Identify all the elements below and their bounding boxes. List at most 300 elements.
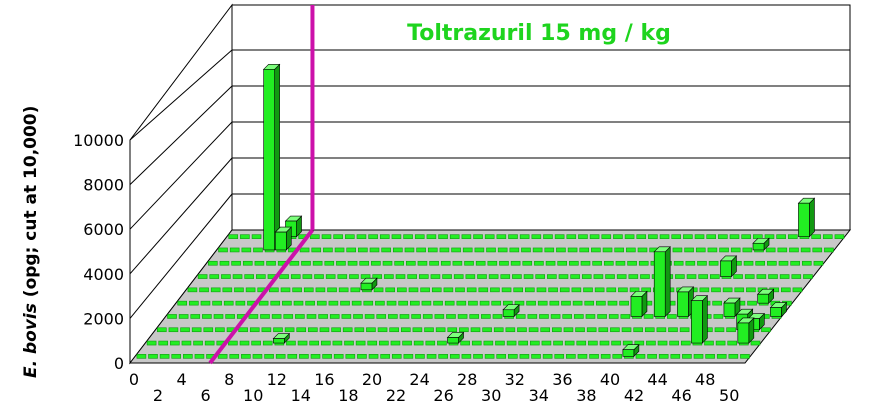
zero-marker (313, 261, 322, 265)
zero-marker (578, 354, 587, 358)
zero-marker (670, 341, 679, 345)
zero-marker (814, 261, 823, 265)
zero-marker (408, 275, 417, 279)
zero-marker (439, 354, 448, 358)
zero-marker (435, 314, 444, 318)
zero-marker (781, 288, 790, 292)
data-bar (720, 256, 736, 277)
zero-marker (426, 341, 435, 345)
zero-marker (527, 301, 536, 305)
zero-marker (245, 275, 254, 279)
zero-marker (835, 235, 844, 239)
zero-marker (342, 314, 351, 318)
zero-marker (501, 275, 510, 279)
y-tick-label: 10000 (73, 131, 124, 150)
zero-marker (298, 341, 307, 345)
zero-marker (304, 288, 313, 292)
zero-marker (668, 328, 677, 332)
zero-marker (170, 341, 179, 345)
zero-marker (250, 328, 259, 332)
zero-marker (543, 354, 552, 358)
zero-marker (660, 235, 669, 239)
zero-marker (383, 261, 392, 265)
zero-marker (536, 275, 545, 279)
zero-marker (427, 354, 436, 358)
zero-marker (696, 248, 705, 252)
zero-marker (700, 288, 709, 292)
zero-marker (591, 248, 600, 252)
zero-marker (638, 248, 647, 252)
zero-marker (609, 314, 618, 318)
zero-marker (374, 288, 383, 292)
zero-marker (541, 328, 550, 332)
zero-marker (789, 248, 798, 252)
zero-marker (265, 354, 274, 358)
zero-marker (590, 354, 599, 358)
zero-marker (395, 261, 404, 265)
zero-marker (547, 275, 556, 279)
y-axis-label-unit: (opg; cut at 10,000) (21, 105, 41, 304)
x-tick-label: 28 (457, 370, 478, 389)
zero-marker (617, 275, 626, 279)
zero-marker (423, 314, 432, 318)
y-tick-label: 8000 (83, 175, 124, 195)
zero-marker (488, 261, 497, 265)
zero-marker (379, 341, 388, 345)
zero-marker (584, 288, 593, 292)
zero-marker (419, 275, 428, 279)
zero-marker (549, 288, 558, 292)
y-axis-label (21, 106, 41, 378)
zero-marker (626, 248, 635, 252)
zero-marker (461, 341, 470, 345)
zero-marker (321, 341, 330, 345)
zero-marker (484, 341, 493, 345)
zero-marker (332, 328, 341, 332)
zero-marker (326, 275, 335, 279)
zero-marker (558, 261, 567, 265)
zero-marker (618, 288, 627, 292)
zero-marker (734, 275, 743, 279)
x-tick-label: 32 (504, 370, 525, 389)
zero-marker (210, 275, 219, 279)
zero-marker (182, 341, 191, 345)
zero-marker (468, 301, 477, 305)
zero-marker (311, 354, 320, 358)
zero-marker (401, 328, 410, 332)
zero-marker (149, 354, 158, 358)
zero-marker (658, 341, 667, 345)
zero-marker (358, 248, 367, 252)
zero-marker (463, 248, 472, 252)
zero-marker (735, 288, 744, 292)
data-bar (691, 296, 707, 343)
x-tick-label: 22 (385, 386, 407, 405)
zero-marker (218, 354, 227, 358)
x-tick-label: 16 (314, 370, 335, 389)
zero-marker (791, 261, 800, 265)
zero-marker (606, 275, 615, 279)
zero-marker (147, 341, 156, 345)
zero-marker (596, 301, 605, 305)
x-tick-label: 38 (576, 386, 597, 405)
zero-marker (375, 301, 384, 305)
zero-marker (189, 301, 198, 305)
zero-marker (179, 314, 188, 318)
zero-marker (510, 248, 519, 252)
zero-marker (230, 248, 239, 252)
zero-marker (481, 314, 490, 318)
zero-marker (532, 235, 541, 239)
zero-marker (392, 235, 401, 239)
zero-marker (680, 328, 689, 332)
zero-marker (240, 341, 249, 345)
zero-marker (390, 328, 399, 332)
zero-marker (748, 301, 757, 305)
data-bar (798, 198, 814, 236)
zero-marker (695, 235, 704, 239)
zero-marker (322, 235, 331, 239)
zero-marker (580, 248, 589, 252)
zero-marker (567, 235, 576, 239)
zero-marker (743, 248, 752, 252)
zero-marker (769, 275, 778, 279)
zero-marker (520, 354, 529, 358)
zero-marker (437, 341, 446, 345)
zero-marker (727, 328, 736, 332)
zero-marker (538, 301, 547, 305)
zero-marker (370, 248, 379, 252)
x-tick-label: 36 (552, 370, 573, 389)
zero-marker (751, 341, 760, 345)
zero-marker (323, 354, 332, 358)
zero-marker (585, 301, 594, 305)
zero-marker (516, 314, 525, 318)
zero-marker (697, 261, 706, 265)
zero-marker (602, 235, 611, 239)
zero-marker (506, 328, 515, 332)
zero-marker (657, 328, 666, 332)
zero-marker (239, 328, 248, 332)
zero-marker (778, 248, 787, 252)
zero-marker (432, 288, 441, 292)
x-tick-label: 44 (647, 370, 668, 389)
zero-marker (533, 248, 542, 252)
zero-marker (613, 354, 622, 358)
zero-marker (341, 301, 350, 305)
zero-marker (215, 328, 224, 332)
zero-marker (720, 248, 729, 252)
zero-marker (282, 301, 291, 305)
zero-marker (714, 314, 723, 318)
zero-marker (667, 314, 676, 318)
zero-marker (577, 341, 586, 345)
zero-marker (687, 275, 696, 279)
zero-marker (601, 354, 610, 358)
zero-marker (219, 248, 228, 252)
zero-marker (301, 261, 310, 265)
x-tick-label: 30 (481, 386, 502, 405)
zero-marker (168, 314, 177, 318)
x-tick-label: 24 (409, 370, 430, 389)
zero-marker (730, 235, 739, 239)
y-axis-label-species: E. bovis (21, 303, 41, 378)
zero-marker (744, 261, 753, 265)
zero-marker (234, 288, 243, 292)
zero-marker (412, 314, 421, 318)
zero-marker (241, 354, 250, 358)
zero-marker (622, 328, 631, 332)
zero-marker (160, 354, 169, 358)
data-bar (275, 227, 291, 250)
zero-marker (604, 261, 613, 265)
data-bar (264, 64, 280, 250)
zero-marker (489, 275, 498, 279)
zero-marker (788, 235, 797, 239)
zero-marker (405, 248, 414, 252)
zero-marker (387, 301, 396, 305)
zero-marker (779, 261, 788, 265)
x-tick-label: 4 (176, 370, 187, 389)
x-tick-label: 6 (200, 386, 211, 405)
x-tick-label: 46 (671, 386, 692, 405)
zero-marker (616, 261, 625, 265)
chart-title: Toltrazuril 15 mg / kg (407, 21, 671, 46)
zero-marker (452, 248, 461, 252)
zero-marker (291, 275, 300, 279)
zero-marker (708, 248, 717, 252)
zero-marker (471, 328, 480, 332)
data-bar (677, 287, 693, 317)
zero-marker (462, 235, 471, 239)
zero-marker (508, 354, 517, 358)
zero-marker (228, 341, 237, 345)
zero-marker (465, 261, 474, 265)
zero-marker (290, 261, 299, 265)
y-tick-label: 0 (113, 354, 124, 373)
zero-marker (682, 354, 691, 358)
zero-marker (159, 341, 168, 345)
zero-marker (823, 235, 832, 239)
x-tick-label: 34 (528, 386, 549, 405)
zero-marker (365, 314, 374, 318)
zero-marker (519, 341, 528, 345)
zero-marker (436, 328, 445, 332)
zero-marker (223, 288, 232, 292)
zero-marker (428, 248, 437, 252)
zero-marker (453, 261, 462, 265)
zero-marker (421, 288, 430, 292)
zero-marker (297, 328, 306, 332)
zero-marker (512, 275, 521, 279)
zero-marker (178, 301, 187, 305)
zero-marker (233, 275, 242, 279)
zero-marker (294, 301, 303, 305)
zero-marker (267, 261, 276, 265)
zero-marker (336, 261, 345, 265)
zero-marker (566, 354, 575, 358)
zero-marker (353, 314, 362, 318)
zero-marker (400, 314, 409, 318)
zero-marker (422, 301, 431, 305)
zero-marker (497, 235, 506, 239)
zero-marker (824, 248, 833, 252)
zero-marker (281, 288, 290, 292)
zero-marker (561, 301, 570, 305)
zero-marker (467, 288, 476, 292)
zero-marker (462, 354, 471, 358)
zero-marker (319, 314, 328, 318)
zero-marker (192, 328, 201, 332)
zero-marker (323, 248, 332, 252)
zero-marker (608, 301, 617, 305)
zero-marker (226, 314, 235, 318)
zero-marker (470, 314, 479, 318)
zero-marker (493, 314, 502, 318)
zero-marker (434, 301, 443, 305)
zero-marker (813, 248, 822, 252)
zero-marker (545, 248, 554, 252)
zero-marker (485, 235, 494, 239)
zero-marker (671, 354, 680, 358)
zero-marker (381, 354, 390, 358)
x-tick-label: 10 (243, 386, 264, 405)
zero-marker (636, 354, 645, 358)
zero-marker (335, 248, 344, 252)
zero-marker (456, 288, 465, 292)
zero-marker (285, 328, 294, 332)
zero-marker (378, 328, 387, 332)
zero-marker (355, 328, 364, 332)
zero-marker (568, 248, 577, 252)
zero-marker (490, 288, 499, 292)
zero-marker (507, 341, 516, 345)
zero-marker (443, 275, 452, 279)
zero-marker (328, 288, 337, 292)
zero-marker (194, 341, 203, 345)
zero-marker (672, 235, 681, 239)
zero-marker (221, 275, 230, 279)
zero-marker (494, 328, 503, 332)
zero-marker (476, 261, 485, 265)
zero-marker (459, 328, 468, 332)
zero-marker (441, 261, 450, 265)
zero-marker (214, 314, 223, 318)
zero-marker (284, 314, 293, 318)
zero-marker (543, 235, 552, 239)
zero-marker (792, 275, 801, 279)
zero-marker (415, 354, 424, 358)
zero-marker (514, 288, 523, 292)
x-tick-label: 2 (152, 386, 164, 405)
zero-marker (639, 261, 648, 265)
zero-marker (444, 288, 453, 292)
zero-marker (273, 328, 282, 332)
zero-marker (368, 341, 377, 345)
zero-marker (303, 275, 312, 279)
zero-marker (310, 235, 319, 239)
zero-marker (646, 341, 655, 345)
zero-marker (211, 288, 220, 292)
zero-marker (137, 354, 146, 358)
zero-marker (645, 328, 654, 332)
zero-marker (477, 275, 486, 279)
zero-marker (329, 301, 338, 305)
zero-marker (681, 341, 690, 345)
zero-marker (582, 275, 591, 279)
zero-marker (707, 235, 716, 239)
zero-marker (357, 354, 366, 358)
zero-marker (349, 275, 358, 279)
zero-marker (595, 288, 604, 292)
zero-marker (384, 275, 393, 279)
zero-marker (637, 235, 646, 239)
zero-marker (249, 314, 258, 318)
zero-marker (603, 248, 612, 252)
zero-marker (157, 328, 166, 332)
zero-marker (252, 235, 261, 239)
y-axis-ticks (73, 131, 124, 373)
zero-marker (723, 288, 732, 292)
zero-marker (801, 248, 810, 252)
zero-marker (475, 248, 484, 252)
zero-marker (555, 354, 564, 358)
zero-marker (571, 275, 580, 279)
zero-marker (202, 314, 211, 318)
zero-marker (718, 235, 727, 239)
zero-marker (427, 235, 436, 239)
zero-marker (524, 275, 533, 279)
zero-marker (466, 275, 475, 279)
zero-marker (213, 301, 222, 305)
zero-marker (360, 261, 369, 265)
zero-marker (243, 261, 252, 265)
zero-marker (746, 288, 755, 292)
zero-marker (334, 235, 343, 239)
zero-marker (675, 275, 684, 279)
zero-marker (472, 341, 481, 345)
zero-marker (417, 248, 426, 252)
zero-marker (480, 301, 489, 305)
zero-marker (559, 275, 568, 279)
zero-marker (345, 235, 354, 239)
zero-marker (338, 275, 347, 279)
zero-marker (537, 288, 546, 292)
zero-marker (181, 328, 190, 332)
zero-marker (644, 314, 653, 318)
zero-marker (271, 301, 280, 305)
zero-marker (581, 261, 590, 265)
x-tick-label: 12 (266, 370, 287, 389)
zero-marker (316, 288, 325, 292)
zero-marker (560, 288, 569, 292)
zero-marker (564, 328, 573, 332)
zero-marker (731, 248, 740, 252)
zero-marker (357, 235, 366, 239)
zero-marker (259, 301, 268, 305)
zero-marker (574, 314, 583, 318)
zero-marker (586, 314, 595, 318)
zero-marker (256, 275, 265, 279)
zero-marker (418, 261, 427, 265)
zero-marker (598, 314, 607, 318)
x-tick-label: 40 (599, 370, 621, 389)
zero-marker (272, 314, 281, 318)
zero-marker (169, 328, 178, 332)
zero-marker (366, 328, 375, 332)
zero-marker (802, 261, 811, 265)
zero-marker (445, 301, 454, 305)
